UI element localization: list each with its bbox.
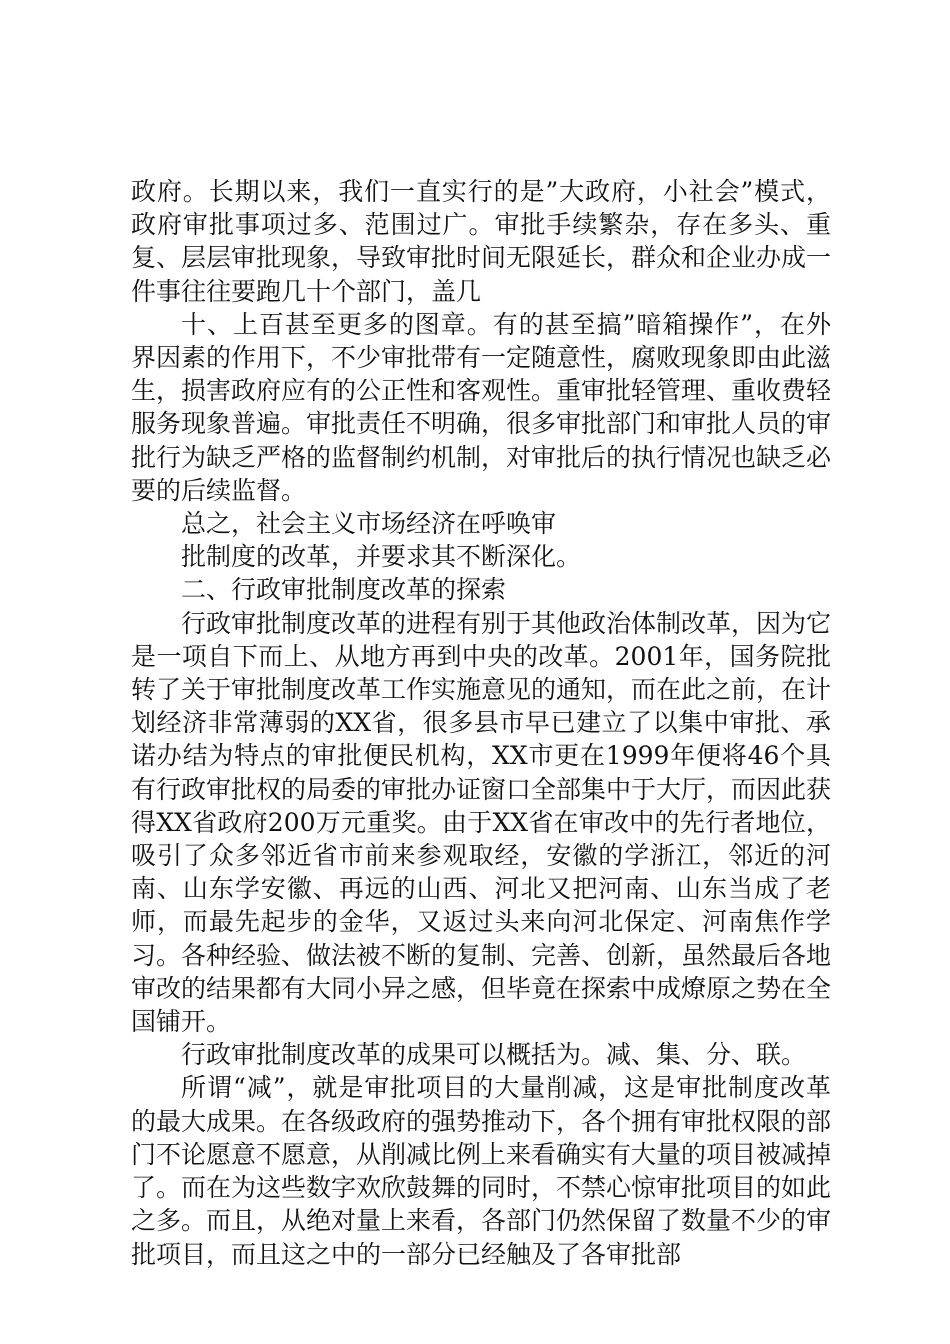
paragraph-4: 批制度的改革，并要求其不断深化。 — [181, 542, 582, 572]
section-heading: 二、行政审批制度改革的探索 — [181, 575, 507, 605]
paragraph-3: 总之，社会主义市场经济在呼唤审 — [181, 509, 557, 539]
paragraph-8: 所谓“减”，就是审批项目的大量削减，这是审批制度改革的最大成果。在各级政府的强势推动下，各个拥有审批权限的部门不论愿意不愿意，从削减比例上来看确实有大量的项目被减掉了。而在为这些数字欢欣鼓舞的同时，不禁心惊审批项目的如此之多。而且，从绝对量上来看，各部门仍然保留了数量不少的审批项目，而且这之中的一部分已经触及了各审批部 — [131, 1073, 832, 1269]
paragraph-2: 十、上百甚至更多的图章。有的甚至搞”暗箱操作”，在外界因素的作用下，不少审批带有一定随意性，腐败现象即由此滋生，损害政府应有的公正性和客观性。重审批轻管理、重收费轻服务现象普遍。审批责任不明确，很多审批部门和审批人员的审批行为缺乏严格的监督制约机制，对审批后的执行情况也缺乏必要的后续监督。 — [131, 309, 832, 505]
paragraph-7: 行政审批制度改革的成果可以概括为。减、集、分、联。 — [181, 1040, 807, 1070]
document-body — [131, 175, 831, 1271]
paragraph-1: 政府。长期以来，我们一直实行的是”大政府，小社会”模式，政府审批事项过多、范围过广。审批手续繁杂，存在多头、重复、层层审批现象，导致审批时间无限延长，群众和企业办成一件事往往要跑几十个部门，盖几 — [131, 177, 832, 306]
paragraph-6: 行政审批制度改革的进程有别于其他政治体制改革，因为它是一项自下而上、从地方再到中央的改革。2001年，国务院批转了关于审批制度改革工作实施意见的通知，而在此之前，在计划经济非常薄弱的XX省，很多县市早已建立了以集中审批、承诺办结为特点的审批便民机构，XX市更在1999年便将46个具有行政审批权的局委的审批办证窗口全部集中于大厅，而因此获得XX省政府200万元重奖。由于XX省在审改中的先行者地位，吸引了众多邻近省市前来参观取经，安徽的学浙江，邻近的河南、山东学安徽、再远的山西、河北又把河南、山东当成了老师，而最先起步的金华，又返过头来向河北保定、河南焦作学习。各种经验、做法被不断的复制、完善、创新，虽然最后各地审改的结果都有大同小异之感，但毕竟在探索中成燎原之势在全国铺开。 — [131, 608, 832, 1037]
